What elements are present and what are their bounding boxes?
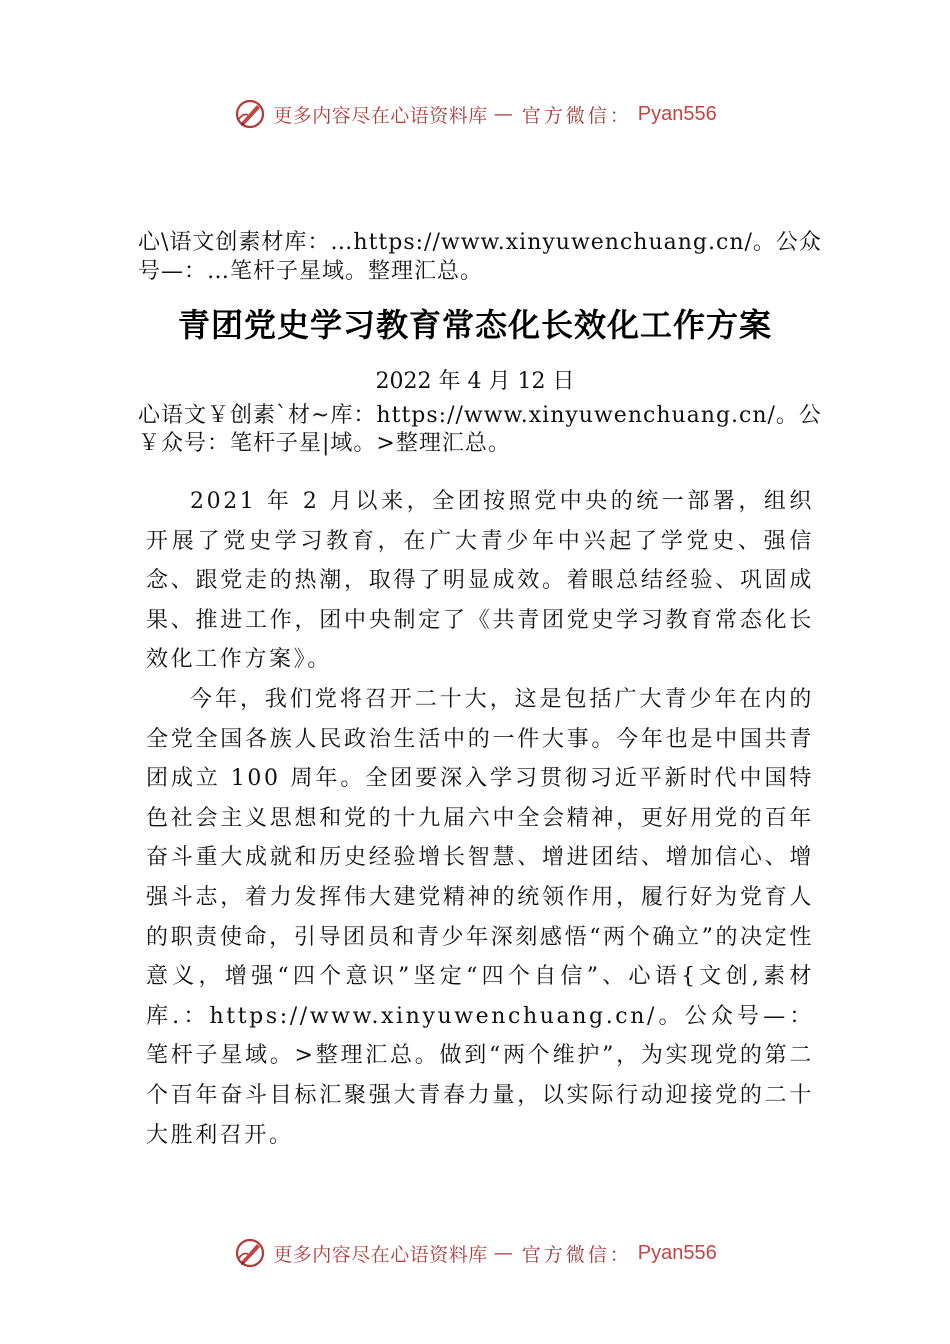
banner-dash: — — [493, 103, 516, 125]
document-body — [146, 482, 814, 1155]
banner-dash: — — [493, 1242, 516, 1264]
intro-line-1: 心\语文创素材库：…https://www.xinyuwenchuang.cn/。公众 — [138, 230, 822, 255]
banner-site-name: 更多内容尽在心语资料库 — [273, 104, 488, 127]
pen-writing-icon — [233, 97, 267, 131]
banner-site-name: 更多内容尽在心语资料库 — [273, 1243, 488, 1266]
intro-line-2: 号—：…笔杆子星域。整理汇总。 — [138, 259, 484, 284]
source-line-1: 心语文￥创素`材~库：https://www.xinyuwenchuang.cn/。公 — [138, 403, 822, 428]
document-title: 青团党史学习教育常态化长效化工作方案 — [177, 306, 772, 344]
header-banner — [0, 94, 950, 134]
source-line-2: ￥众号：笔杆子星|域。>整理汇总。 — [138, 431, 511, 456]
banner-wechat-label: 官方微信： — [521, 1243, 632, 1266]
document-date: 2022 年 4 月 12 日 — [375, 369, 575, 394]
paragraph-1: 2021 年 2 月以来，全团按照党中央的统一部署，组织开展了党史学习教育，在广大青少年中兴起了学党史、强信念、跟党走的热潮，取得了明显成效。着眼总结经验、巩固成果、推进工作，团中央制定了《共青团党史学习教育常态化长效化工作方案》。 — [146, 489, 814, 673]
banner-wechat-id: Pyan556 — [637, 1241, 717, 1264]
pen-writing-icon — [233, 1236, 267, 1270]
banner-wechat-id: Pyan556 — [637, 102, 717, 125]
footer-banner — [0, 1233, 950, 1273]
paragraph-2: 今年，我们党将召开二十大，这是包括广大青少年在内的全党全国各族人民政治生活中的一件大事。今年也是中国共青团成立 100 周年。全团要深入学习贯彻习近平新时代中国特色社会主义思想和党的十九届六中全会精神，更好用党的百年奋斗重大成就和历史经验增长智慧、增进团结、增加信心、增强斗志，着力发挥伟大建党精神的统领作用，履行好为党育人的职责使命，引导团员和青少年深刻感悟“两个确立”的决定性意义，增强“四个意识”坚定“四个自信”、心语{文创,素材库.：https://www.xinyuwenchuang.cn/。公众号—：笔杆子星域。>整理汇总。做到“两个维护”，为实现党的第二个百年奋斗目标汇聚强大青春力量，以实际行动迎接党的二十大胜利召开。 — [146, 686, 814, 1148]
banner-wechat-label: 官方微信： — [521, 104, 632, 127]
